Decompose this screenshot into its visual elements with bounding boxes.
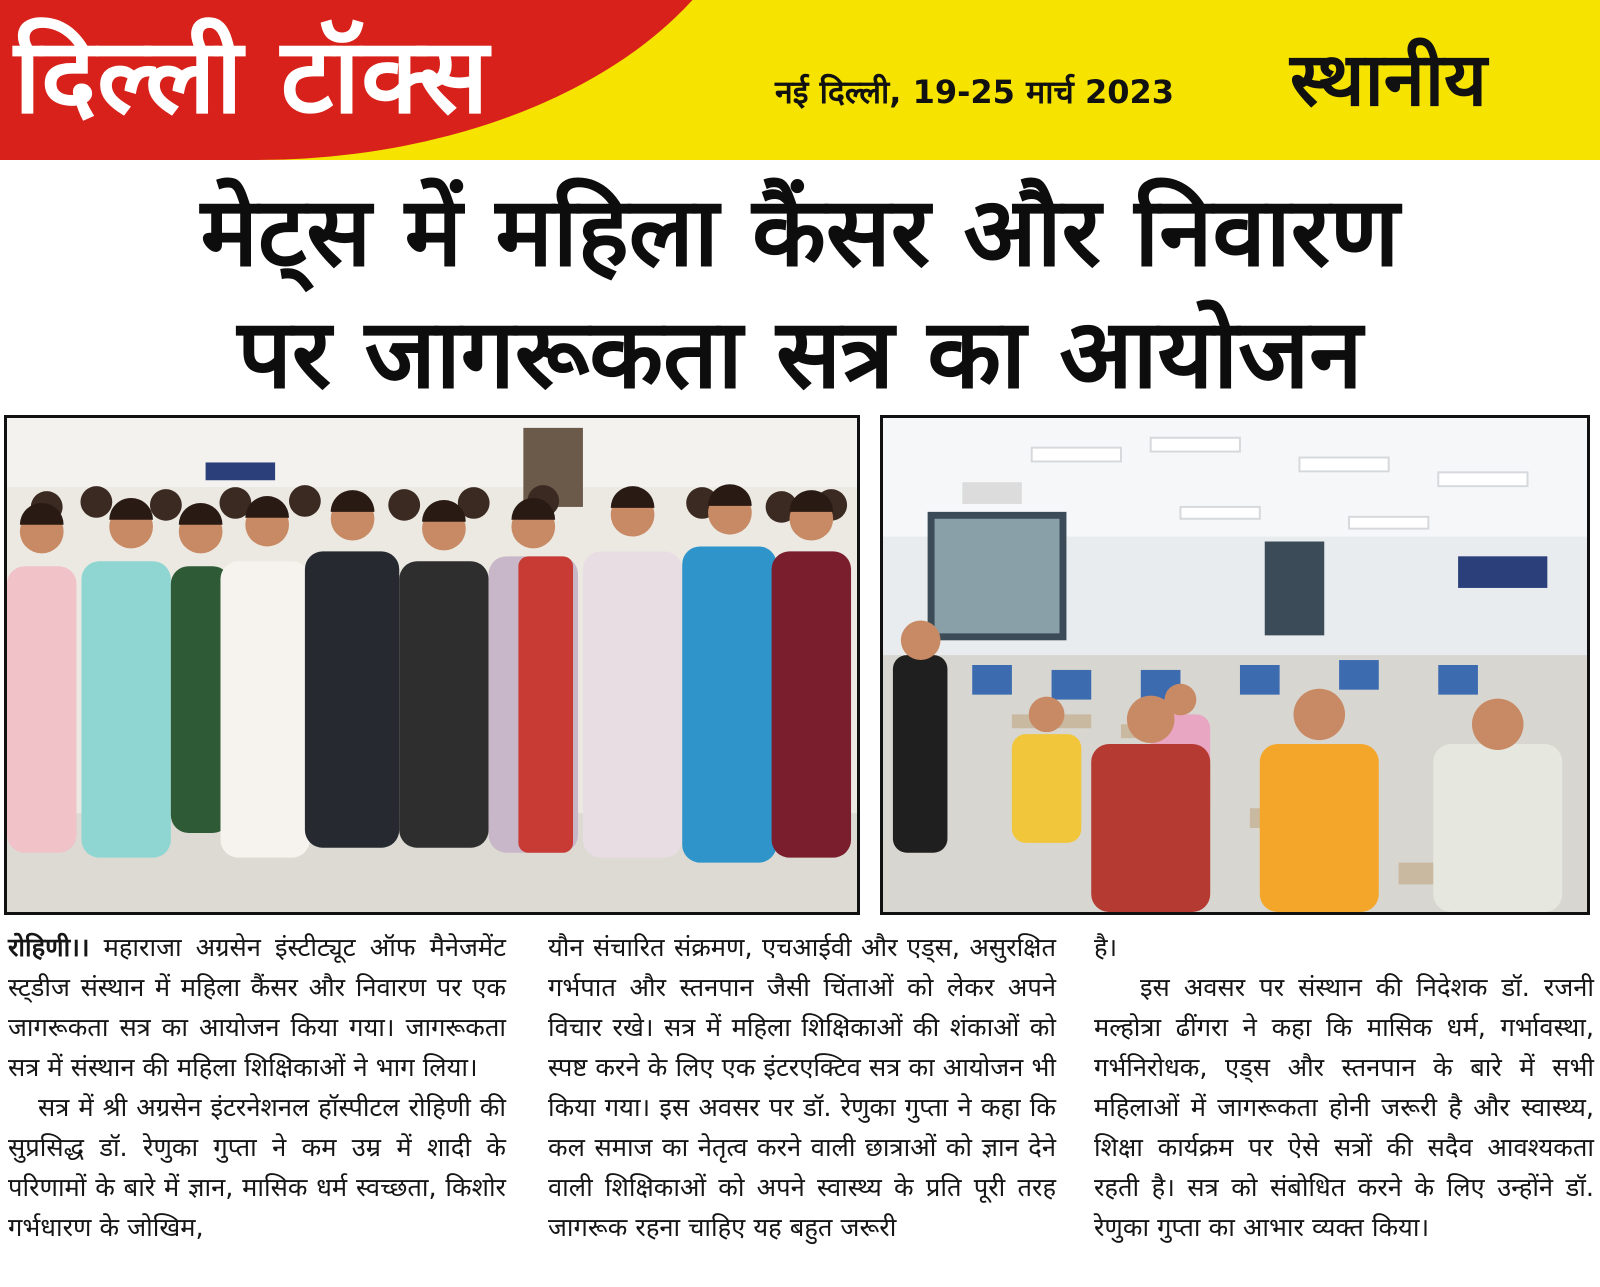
article-paragraph: यौन संचारित संक्रमण, एचआईवी और एड्स, असुरक्षित गर्भपात और स्तनपान जैसी चिंताओं को लेकर अपने विचार रखे। सत्र में महिला शिक्षिकाओं की शंकाओं को स्पष्ट करने के लिए एक इंटरएक्टिव सत्र का आयोजन भी किया गया। इस अवसर पर डॉ. रेणुका गुप्ता ने कहा कि कल समाज का नेतृत्व करने वाली छात्राओं को ज्ञान देने वाली शिक्षिकाओं को अपने स्वास्थ्य के प्रति पूरी तरह जागरूक रहना चाहिए यह बहुत जरूरी xyxy=(548,933,1056,1243)
article-paragraph: है। xyxy=(1094,933,1118,963)
group-photo-image xyxy=(7,418,857,912)
article-paragraph xyxy=(8,928,506,1088)
article-paragraph: इस अवसर पर संस्थान की निदेशक डॉ. रजनी मल्होत्रा ढींगरा ने कहा कि मासिक धर्म, गर्भावस्था, गर्भनिरोधक, एड्स और स्तनपान के बारे में सभी महिलाओं में जागरूकता होनी जरूरी है और स्वास्थ्य, शिक्षा कार्यक्रम पर ऐसे सत्रों की सदैव आवश्यकता रहती है। सत्र को संबोधित करने के लिए उन्होंने डॉ. रेणुका गुप्ता का आभार व्यक्त किया। xyxy=(1094,973,1594,1243)
newspaper-title: दिल्ली टॉक्स xyxy=(14,15,490,137)
article-paragraph: सत्र में श्री अग्रसेन इंटरनेशनल हॉस्पीटल रोहिणी की सुप्रसिद्ध डॉ. रेणुका गुप्ता ने कम उम्र में शादी के परिणामों के बारे में ज्ञान, मासिक धर्म स्वच्छता, किशोर गर्भधारण के जोखिम, xyxy=(8,1093,506,1243)
section-label: स्थानीय xyxy=(1290,37,1487,123)
headline-line-2: पर जागरूकता सत्र का आयोजन xyxy=(237,297,1363,410)
headline xyxy=(60,172,1540,416)
article-column-1 xyxy=(8,928,506,1248)
article-dateline: रोहिणी।। xyxy=(8,933,90,963)
article-text: महाराजा अग्रसेन इंस्टीट्यूट ऑफ मैनेजमेंट स्ट्डीज संस्थान में महिला कैंसर और निवारण पर एक जागरूकता सत्र का आयोजन किया गया। जागरूकता सत्र में संस्थान की महिला शिक्षिकाओं ने भाग लिया। xyxy=(8,933,506,1083)
classroom-photo-image xyxy=(883,418,1587,912)
classroom-photo xyxy=(880,415,1590,915)
group-photo xyxy=(4,415,860,915)
article-column-2 xyxy=(548,928,1056,1248)
headline-line-1: मेट्स में महिला कैंसर और निवारण xyxy=(200,176,1400,288)
dateline: नई दिल्ली, 19-25 मार्च 2023 xyxy=(775,73,1175,111)
masthead xyxy=(0,0,1600,160)
article-column-3 xyxy=(1094,928,1594,1248)
projector-icon xyxy=(962,482,1021,504)
